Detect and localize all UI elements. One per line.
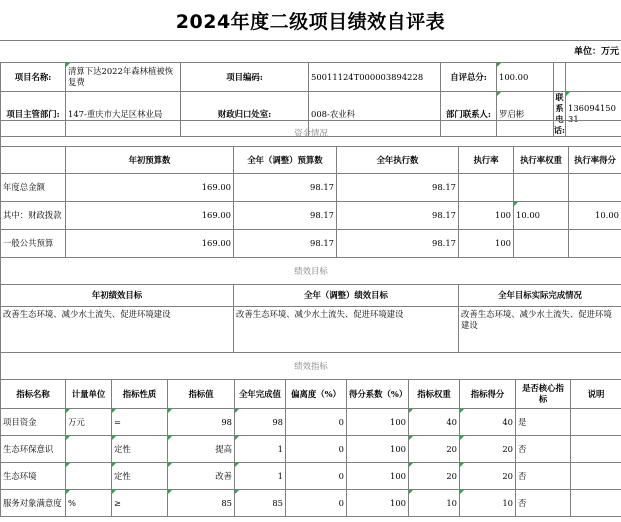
funds-weight: 10.00 [514,202,569,230]
indicator-value: 改善 [168,463,235,490]
funds-score [569,174,621,202]
indicator-nature: = [112,409,168,436]
indicator-done: 85 [235,490,286,517]
contact-value: 罗启彬 [497,92,554,137]
indicator-name: 项目资金 [1,409,66,436]
indicators-header: 指标值 [168,380,235,409]
funds-initial: 169.00 [66,174,234,202]
funds-rate: 100 [459,202,514,230]
indicator-name: 生态环保意识 [1,436,66,463]
indicator-deviation: 0 [286,490,347,517]
dept-value: 147-重庆市大足区林业局 [66,92,181,137]
indicator-nature: 定性 [112,436,168,463]
indicators-header: 指标权重 [409,380,460,409]
phone-label: 联系电话: [554,92,565,135]
funds-score: 10.00 [569,202,621,230]
indicator-score: 10 [460,490,516,517]
funds-initial: 169.00 [66,202,234,230]
indicator-name: 生态环境 [1,463,66,490]
contact-label: 部门联系人: [441,92,497,137]
finance-office-value: 008-农业科 [309,92,441,137]
funds-adjusted: 98.17 [234,202,337,230]
empty-cell [1,147,66,174]
funds-executed: 98.17 [337,202,459,230]
empty-cell [566,63,621,92]
goals-header: 年初绩效目标 [1,285,234,307]
funds-adjusted: 98.17 [234,230,337,258]
indicators-header: 得分系数（%） [347,380,409,409]
project-name-label: 项目名称: [1,63,66,92]
indicator-coef: 100 [347,409,409,436]
indicators-header: 是否核心指标 [516,380,571,409]
funds-executed: 98.17 [337,230,459,258]
funds-table [0,120,621,258]
indicator-note [571,490,621,517]
project-code-value: 50011124T000003894228 [309,63,441,92]
indicator-row [1,409,621,436]
indicator-weight: 10 [409,490,460,517]
phone-value: 13609415031 [566,92,621,137]
indicator-coef: 100 [347,490,409,517]
indicator-score: 20 [460,436,516,463]
indicator-unit [66,436,112,463]
indicator-value: 提高 [168,436,235,463]
indicators-header: 指标得分 [460,380,516,409]
indicator-unit [66,463,112,490]
funds-header: 年初预算数 [66,147,234,174]
funds-adjusted: 98.17 [234,174,337,202]
indicator-note [571,463,621,490]
indicator-row [1,463,621,490]
unit-label: 单位：万元 [573,47,619,57]
indicator-unit: % [66,490,112,517]
funds-header: 执行率权重 [514,147,569,174]
indicators-header: 说明 [571,380,621,409]
funds-row [1,202,621,230]
indicators-header: 指标名称 [1,380,66,409]
goals-section-title: 绩效目标 [1,258,621,285]
indicator-coef: 100 [347,463,409,490]
funds-row-label: 其中：财政拨款 [1,202,66,230]
indicator-row [1,490,621,517]
funds-rate [459,174,514,202]
indicator-deviation: 0 [286,463,347,490]
indicator-note [571,409,621,436]
finance-office-label: 财政归口处室: [181,92,309,137]
project-code-label: 项目编码: [181,63,309,92]
indicator-weight: 20 [409,463,460,490]
funds-row-label: 一般公共预算 [1,230,66,258]
funds-row-label: 年度总金额 [1,174,66,202]
funds-header: 执行率得分 [569,147,621,174]
dept-label: 项目主管部门: [1,92,66,137]
indicators-table [0,352,621,517]
indicator-nature: ≥ [112,490,168,517]
indicator-weight: 40 [409,409,460,436]
indicator-score: 20 [460,463,516,490]
goals-table [0,257,621,353]
unit-row [0,40,621,63]
indicator-core: 否 [516,463,571,490]
funds-executed: 98.17 [337,174,459,202]
total-score-value: 100.00 [497,63,554,92]
goal-initial: 改善生态环境、减少水土流失、促进环境建设 [1,307,234,353]
funds-header: 全年执行数 [337,147,459,174]
funds-weight [514,230,569,258]
indicator-row [1,436,621,463]
funds-section-title: 资金情况 [1,121,621,147]
indicator-name: 服务对象满意度 [1,490,66,517]
indicator-value: 85 [168,490,235,517]
funds-rate: 100 [459,230,514,258]
project-name-value: 清算下达2022年森林植被恢复费 [66,63,181,92]
indicator-done: 1 [235,463,286,490]
indicator-nature: 定性 [112,463,168,490]
indicators-header: 指标性质 [112,380,168,409]
funds-initial: 169.00 [66,230,234,258]
indicator-core: 是 [516,409,571,436]
total-score-label: 自评总分: [441,63,497,92]
page-title: 2024年度二级项目绩效自评表 [0,0,621,41]
indicator-coef: 100 [347,436,409,463]
indicator-deviation: 0 [286,436,347,463]
indicator-weight: 20 [409,436,460,463]
goals-header: 全年目标实际完成情况 [459,285,621,307]
funds-row [1,230,621,258]
indicator-note [571,436,621,463]
indicator-done: 98 [235,409,286,436]
funds-header: 执行率 [459,147,514,174]
funds-score [569,230,621,258]
goals-header: 全年（调整）绩效目标 [234,285,459,307]
indicators-header: 计量单位 [66,380,112,409]
indicator-core: 否 [516,490,571,517]
indicator-deviation: 0 [286,409,347,436]
indicators-header: 偏离度（%） [286,380,347,409]
funds-header: 全年（调整）预算数 [234,147,337,174]
goal-adjusted: 改善生态环境、减少水土流失、促进环境建设 [234,307,459,353]
indicators-section-title: 绩效指标 [1,353,621,380]
funds-row [1,174,621,202]
indicator-score: 40 [460,409,516,436]
indicators-header: 全年完成值 [235,380,286,409]
funds-weight [514,174,569,202]
indicator-unit: 万元 [66,409,112,436]
indicator-value: 98 [168,409,235,436]
indicator-done: 1 [235,436,286,463]
indicator-core: 否 [516,436,571,463]
goal-actual: 改善生态环境、减少水土流失、促进环境建设 [459,307,621,353]
empty-cell [554,63,566,92]
